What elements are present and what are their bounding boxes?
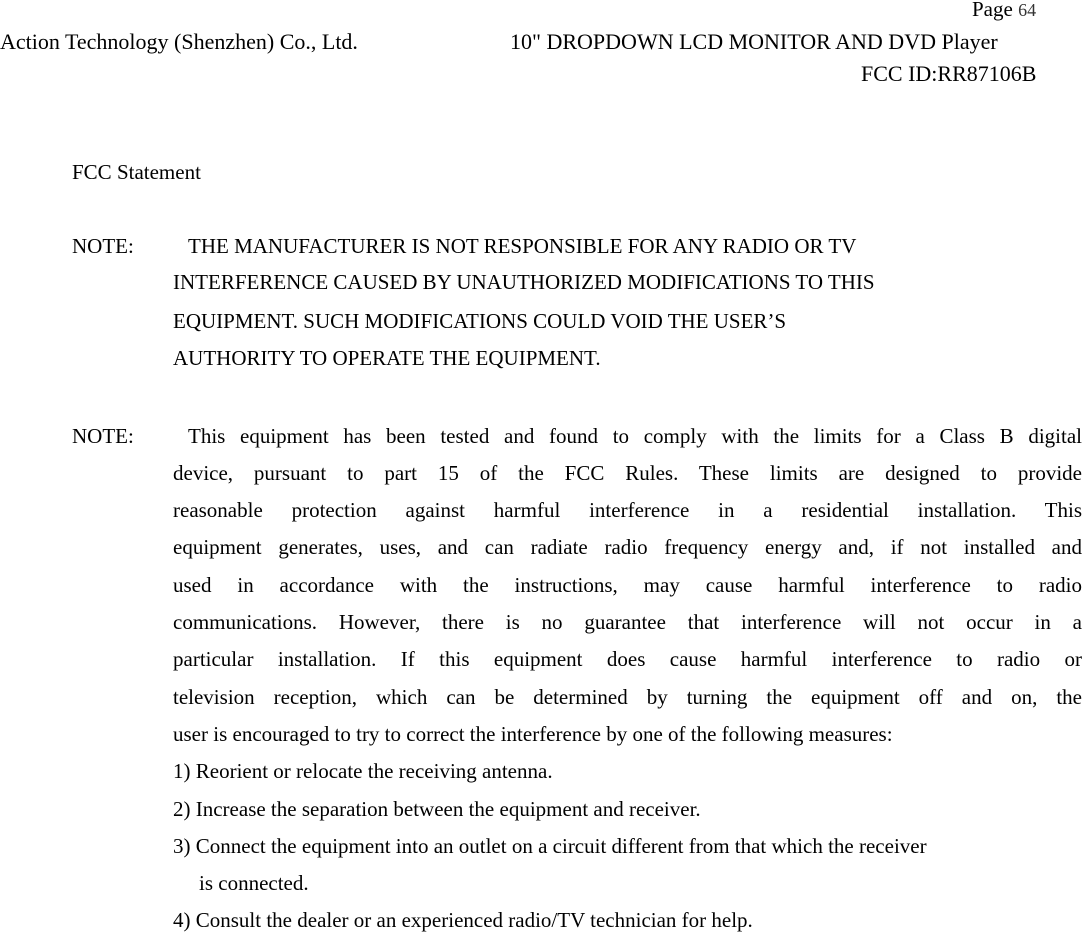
company-name: Action Technology (Shenzhen) Co., Ltd. [0,29,358,54]
note2-line-8: television reception, which can be determined by turning the equipment off and on, the [173,685,1082,709]
fcc-id: FCC ID:RR87106B [861,61,1037,86]
note1-label: NOTE: [72,234,134,258]
measure-2: 2) Increase the separation between the equipment and receiver. [173,797,701,821]
measure-3: 3) Connect the equipment into an outlet on a circuit different from that which the receiver [173,834,927,858]
note1-line-4: AUTHORITY TO OPERATE THE EQUIPMENT. [173,346,601,370]
measure-1: 1) Reorient or relocate the receiving antenna. [173,759,553,783]
note2-line-3: reasonable protection against harmful interference in a residential installation. This [173,498,1082,522]
section-title: FCC Statement [72,160,201,184]
note2-line-9: user is encouraged to try to correct the interference by one of the following measures: [173,722,893,746]
note1-line-2: INTERFERENCE CAUSED BY UNAUTHORIZED MODIFICATIONS TO THIS [173,270,875,294]
note2-line-1: This equipment has been tested and found to comply with the limits for a Class B digital [188,424,1082,448]
note1-line-3: EQUIPMENT. SUCH MODIFICATIONS COULD VOID THE USER’S [173,309,787,333]
measure-4: 4) Consult the dealer or an experienced radio/TV technician for help. [173,908,753,932]
note2-line-7: particular installation. If this equipment does cause harmful interference to radio or [173,647,1082,671]
page-number [972,0,1036,22]
product-name: 10" DROPDOWN LCD MONITOR AND DVD Player [510,29,998,54]
note2-line-4: equipment generates, uses, and can radiate radio frequency energy and, if not installed and [173,535,1082,559]
page-number-value: 64 [1018,0,1037,20]
page-word: Page [972,0,1013,21]
note2-line-6: communications. However, there is no guarantee that interference will not occur in a [173,610,1082,634]
note2-label: NOTE: [72,424,134,448]
note1-line-1: THE MANUFACTURER IS NOT RESPONSIBLE FOR ANY RADIO OR TV [188,234,857,258]
measure-3-continued: is connected. [199,871,309,895]
note2-line-5: used in accordance with the instructions, may cause harmful interference to radio [173,573,1082,597]
note2-line-2: device, pursuant to part 15 of the FCC Rules. These limits are designed to provide [173,461,1082,485]
